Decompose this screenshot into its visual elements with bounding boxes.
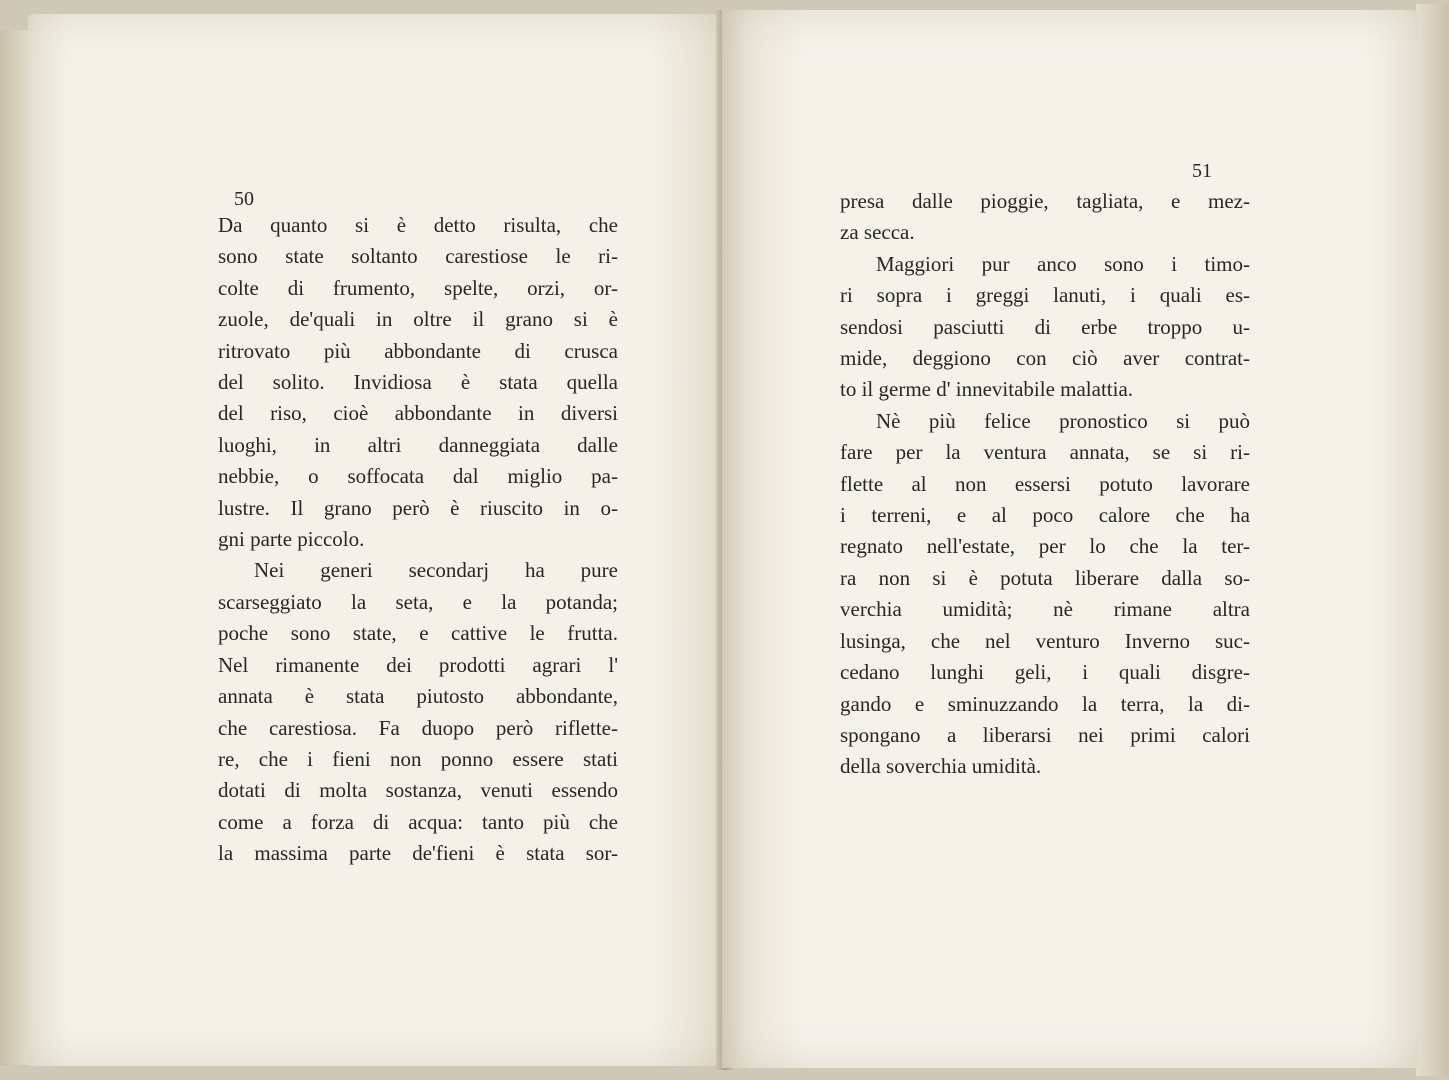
right-page-stack-edge xyxy=(1416,4,1449,1076)
text-line: sendosi pasciutti di erbe troppo u- xyxy=(840,314,1250,339)
text-line: Nel rimanente dei prodotti agrari l' xyxy=(218,652,618,677)
text-line: ritrovato più abbondante di crusca xyxy=(218,338,618,363)
text-line: verchia umidità; nè rimane altra xyxy=(840,597,1250,622)
text-line: fare per la ventura annata, se si ri- xyxy=(840,440,1250,465)
text-line: gando e sminuzzando la terra, la di- xyxy=(840,691,1250,716)
text-line: luoghi, in altri danneggiata dalle xyxy=(218,432,618,457)
text-line: regnato nell'estate, per lo che la ter- xyxy=(840,534,1250,559)
text-line: spongano a liberarsi nei primi calori xyxy=(840,722,1250,747)
text-line: cedano lunghi geli, i quali disgre- xyxy=(840,660,1250,685)
text-line: to il germe d' innevitabile malattia. xyxy=(840,377,1134,402)
text-line: sono state soltanto carestiose le ri- xyxy=(218,244,618,269)
text-line: gni parte piccolo. xyxy=(218,527,365,552)
text-line: lustre. Il grano però è riuscito in o- xyxy=(218,495,618,520)
text-line: mide, deggiono con ciò aver contrat- xyxy=(840,346,1250,371)
text-line: la massima parte de'fieni è stata sor- xyxy=(218,841,618,866)
text-line: flette al non essersi potuto lavorare xyxy=(840,471,1250,496)
text-line: i terreni, e al poco calore che ha xyxy=(840,503,1250,528)
text-line: zuole, de'quali in oltre il grano si è xyxy=(218,307,618,332)
text-line: scarseggiato la seta, e la potanda; xyxy=(218,589,618,614)
left-page-stack-edge xyxy=(0,30,30,1065)
text-line: dotati di molta sostanza, venuti essendo xyxy=(218,778,618,803)
right-page-number: 51 xyxy=(1192,160,1212,182)
text-line: come a forza di acqua: tanto più che xyxy=(218,809,618,834)
text-line: ri sopra i greggi lanuti, i quali es- xyxy=(840,283,1250,308)
text-line: della soverchia umidità. xyxy=(840,754,1042,779)
text-line: del riso, cioè abbondante in diversi xyxy=(218,401,618,426)
right-page-text xyxy=(840,186,1250,783)
text-line: re, che i fieni non ponno essere stati xyxy=(218,746,618,771)
text-line: Maggiori pur anco sono i timo- xyxy=(876,251,1250,276)
text-line: Nei generi secondarj ha pure xyxy=(254,558,618,583)
text-line: ra non si è potuta liberare dalla so- xyxy=(840,565,1250,590)
left-page-text xyxy=(218,210,618,870)
text-line: presa dalle pioggie, tagliata, e mez- xyxy=(840,189,1250,213)
text-line: za secca. xyxy=(840,220,915,245)
left-page xyxy=(28,14,734,1066)
text-line: Da quanto si è detto risulta, che xyxy=(218,213,618,237)
text-line: lusinga, che nel venturo Inverno suc- xyxy=(840,628,1250,653)
text-line: colte di frumento, spelte, orzi, or- xyxy=(218,275,618,300)
text-line: poche sono state, e cattive le frutta. xyxy=(218,621,618,646)
left-page-number: 50 xyxy=(234,188,254,210)
text-line: annata è stata piutosto abbondante, xyxy=(218,684,618,709)
text-line: Nè più felice pronostico si può xyxy=(876,408,1250,433)
text-line: che carestiosa. Fa duopo però riflette- xyxy=(218,715,618,740)
right-page xyxy=(722,10,1418,1068)
text-line: del solito. Invidiosa è stata quella xyxy=(218,370,618,395)
text-line: nebbie, o soffocata dal miglio pa- xyxy=(218,464,618,489)
